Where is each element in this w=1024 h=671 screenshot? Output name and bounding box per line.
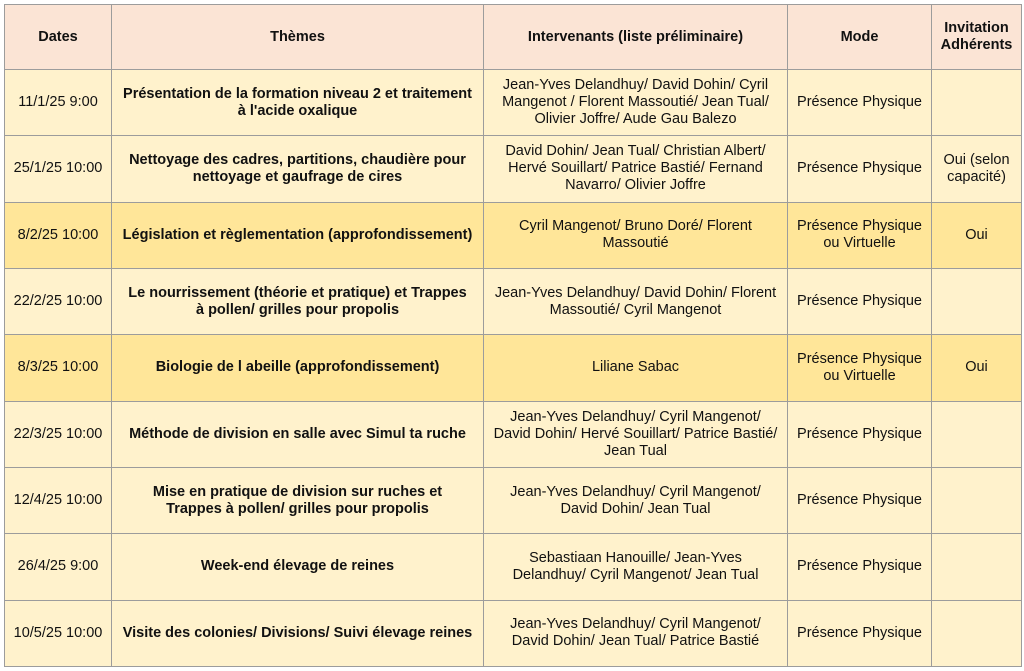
date-cell: 12/4/25 10:00 [5, 467, 112, 533]
mode-cell [788, 136, 932, 202]
theme-cell [112, 534, 484, 600]
speakers-line: Jean-Yves Delandhuy/ David Dohin/ Cyril [502, 77, 769, 94]
table-row [5, 268, 1022, 334]
mode-line: Présence Physique [797, 293, 922, 310]
theme-line: Visite des colonies/ Divisions/ Suivi élevage reines [122, 624, 473, 641]
theme-line: Présentation de la formation niveau 2 et traitement [123, 85, 472, 102]
date-cell: 22/2/25 10:00 [5, 268, 112, 334]
theme-cell [112, 335, 484, 401]
mode-cell [788, 401, 932, 467]
invitation-cell [932, 136, 1022, 202]
table-row [5, 534, 1022, 600]
mode-line: Présence Physique [797, 94, 922, 111]
theme-cell [112, 136, 484, 202]
invitation-line: capacité) [947, 168, 1006, 185]
mode-cell [788, 70, 932, 136]
mode-line: Présence Physique [797, 624, 922, 641]
speakers-line: Delandhuy/ Cyril Mangenot/ Jean Tual [512, 566, 759, 583]
speakers-line: Massoutié [602, 235, 669, 252]
speakers-line: Mangenot / Florent Massoutié/ Jean Tual/ [502, 94, 769, 111]
date-cell: 8/2/25 10:00 [5, 202, 112, 268]
training-schedule-table [4, 4, 1022, 667]
mode-line: Présence Physique [797, 350, 922, 367]
theme-line: à l'acide oxalique [237, 102, 358, 119]
speakers-cell [484, 335, 788, 401]
header-speakers: Intervenants (liste préliminaire) [484, 5, 788, 70]
speakers-line: Sebastiaan Hanouille/ Jean-Yves [529, 549, 742, 566]
mode-line: Présence Physique [797, 558, 922, 575]
header-invitation-line2: Adhérents [940, 37, 1013, 53]
theme-line: à pollen/ grilles pour propolis [195, 301, 400, 318]
speakers-line: Jean-Yves Delandhuy/ Cyril Mangenot/ [510, 408, 761, 425]
header-themes: Thèmes [112, 5, 484, 70]
date-cell: 8/3/25 10:00 [5, 335, 112, 401]
theme-cell [112, 70, 484, 136]
table-row [5, 600, 1022, 666]
invitation-cell [932, 534, 1022, 600]
date-cell: 10/5/25 10:00 [5, 600, 112, 666]
speakers-line: Liliane Sabac [591, 359, 680, 376]
speakers-line: Jean Tual [604, 442, 667, 459]
mode-cell [788, 268, 932, 334]
speakers-line: David Dohin/ Jean Tual [560, 500, 711, 517]
speakers-line: Jean-Yves Delandhuy/ David Dohin/ Florent [494, 284, 777, 301]
invitation-line: Oui (selon [943, 151, 1010, 168]
header-mode: Mode [788, 5, 932, 70]
theme-cell [112, 268, 484, 334]
speakers-cell [484, 600, 788, 666]
theme-line: Méthode de division en salle avec Simul ta ruche [129, 425, 466, 442]
theme-cell [112, 202, 484, 268]
theme-line: Biologie de l abeille (approfondissement) [155, 359, 440, 376]
mode-cell [788, 600, 932, 666]
table-row [5, 136, 1022, 202]
invitation-cell [932, 268, 1022, 334]
invitation-line: Oui [965, 226, 988, 243]
mode-line: Présence Physique [797, 218, 922, 235]
invitation-cell [932, 202, 1022, 268]
invitation-cell [932, 600, 1022, 666]
header-dates: Dates [5, 5, 112, 70]
invitation-line: Oui [965, 359, 988, 376]
speakers-line: Hervé Souillart/ Patrice Bastié/ Fernand [508, 160, 763, 177]
speakers-cell [484, 70, 788, 136]
mode-cell [788, 202, 932, 268]
speakers-line: Cyril Mangenot/ Bruno Doré/ Florent [519, 218, 752, 235]
speakers-line: David Dohin/ Hervé Souillart/ Patrice Bastié/ [493, 425, 778, 442]
theme-cell [112, 467, 484, 533]
mode-line: ou Virtuelle [823, 367, 896, 384]
theme-cell [112, 401, 484, 467]
theme-line: Trappes à pollen/ grilles pour propolis [166, 500, 429, 517]
invitation-cell [932, 467, 1022, 533]
speakers-line: Navarro/ Olivier Joffre [565, 177, 706, 194]
table-row [5, 335, 1022, 401]
speakers-line: David Dohin/ Jean Tual/ Christian Albert/ [505, 143, 766, 160]
mode-cell [788, 335, 932, 401]
invitation-cell [932, 401, 1022, 467]
theme-line: Le nourrissement (théorie et pratique) et Trappes [128, 284, 467, 301]
speakers-line: Jean-Yves Delandhuy/ Cyril Mangenot/ [510, 616, 761, 633]
speakers-line: Jean-Yves Delandhuy/ Cyril Mangenot/ [510, 483, 761, 500]
table-row [5, 467, 1022, 533]
invitation-cell [932, 335, 1022, 401]
date-cell: 26/4/25 9:00 [5, 534, 112, 600]
date-cell: 11/1/25 9:00 [5, 70, 112, 136]
table-row [5, 70, 1022, 136]
speakers-cell [484, 268, 788, 334]
mode-line: Présence Physique [797, 160, 922, 177]
header-invitation-line1: Invitation [944, 20, 1009, 36]
invitation-cell [932, 70, 1022, 136]
date-cell: 25/1/25 10:00 [5, 136, 112, 202]
mode-cell [788, 534, 932, 600]
speakers-cell [484, 467, 788, 533]
speakers-line: Olivier Joffre/ Aude Gau Balezo [534, 111, 737, 128]
speakers-line: David Dohin/ Jean Tual/ Patrice Bastié [511, 633, 760, 650]
mode-line: Présence Physique [797, 425, 922, 442]
theme-line: Nettoyage des cadres, partitions, chaudière pour [129, 151, 466, 168]
speakers-line: Massoutié/ Cyril Mangenot [549, 301, 722, 318]
header-invitation [932, 5, 1022, 70]
theme-cell [112, 600, 484, 666]
theme-line: Mise en pratique de division sur ruches et [152, 483, 443, 500]
speakers-cell [484, 401, 788, 467]
mode-line: Présence Physique [797, 492, 922, 509]
speakers-cell [484, 202, 788, 268]
theme-line: Week-end élevage de reines [200, 558, 395, 575]
speakers-cell [484, 136, 788, 202]
theme-line: Législation et règlementation (approfondissement) [122, 226, 473, 243]
speakers-cell [484, 534, 788, 600]
mode-cell [788, 467, 932, 533]
table-row [5, 401, 1022, 467]
mode-line: ou Virtuelle [823, 235, 896, 252]
table-row [5, 202, 1022, 268]
table-header-row [5, 5, 1022, 70]
theme-line: nettoyage et gaufrage de cires [192, 168, 403, 185]
date-cell: 22/3/25 10:00 [5, 401, 112, 467]
